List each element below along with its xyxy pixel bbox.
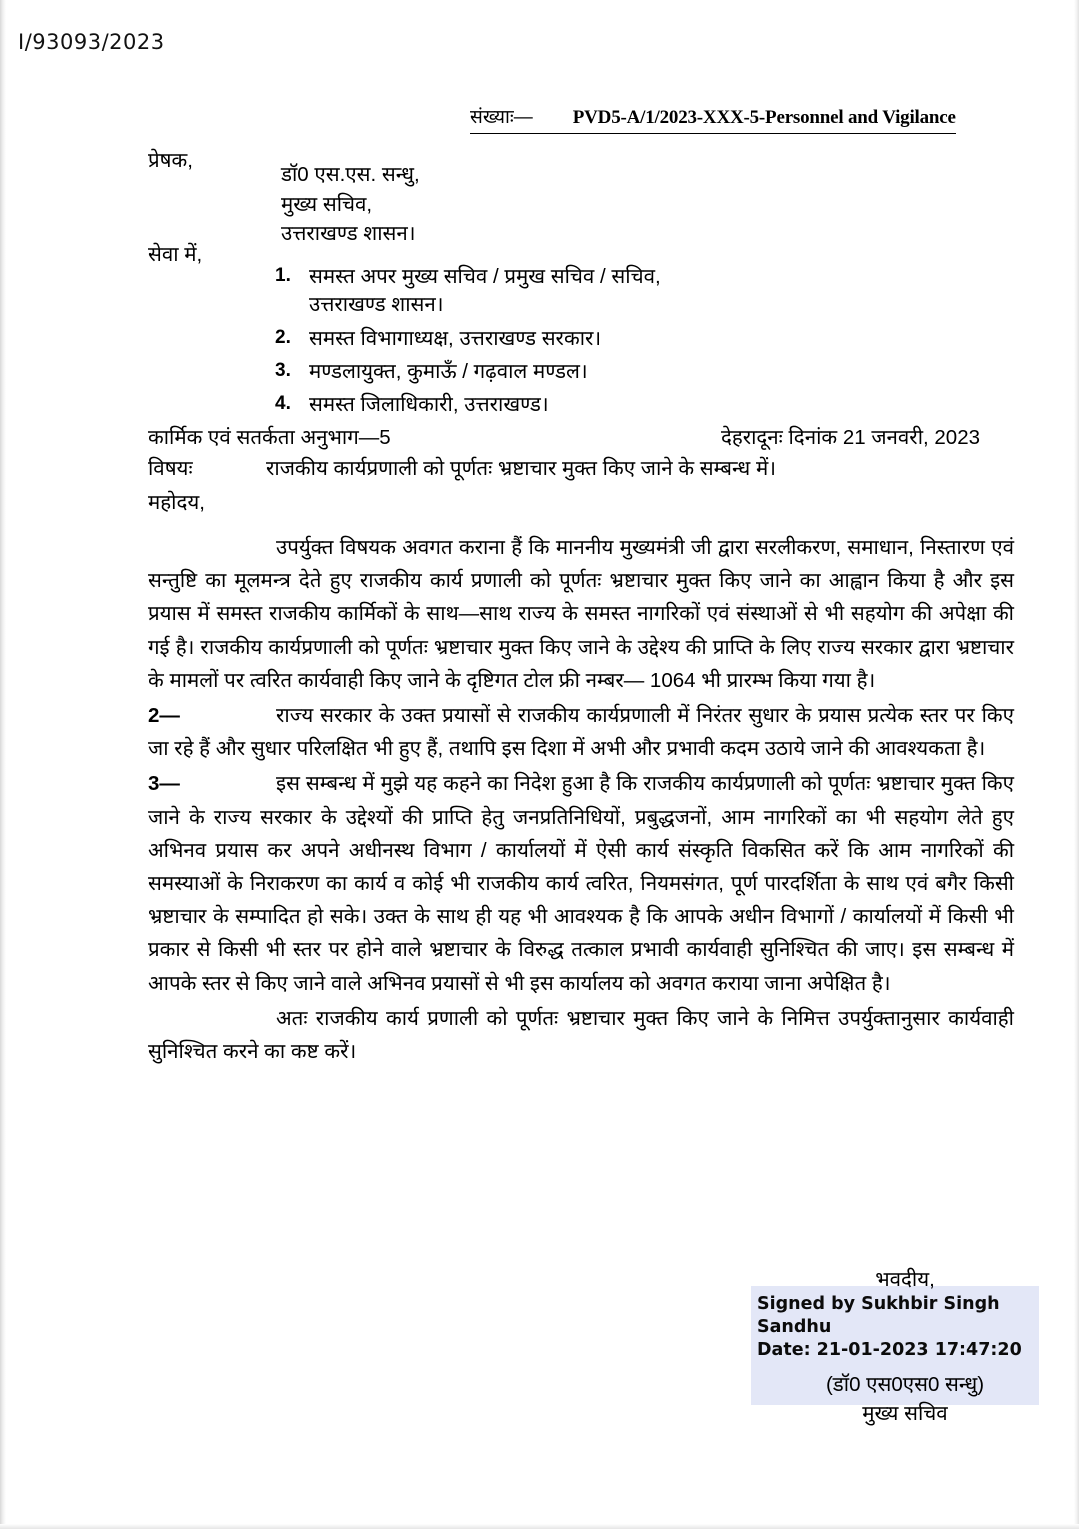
paragraph-1 [148,531,1014,697]
subject-label: विषयः [148,457,193,480]
paragraph-text: राज्य सरकार के उक्त प्रयासों से राजकीय कार्यप्रणाली में निरंतर सुधार के प्रयास प्रत्येक स्तर पर किए जा रहे हैं और सुधार परिलक्षित भी हुए हैं, तथापि इस दिशा में अभी और प्रभावी कदम उठाये जाने की आवश्यकता है। [148,704,1014,761]
scan-edge-right [1074,0,1079,1529]
paragraph-text: इस सम्बन्ध में मुझे यह कहने का निदेश हुआ है कि राजकीय कार्यप्रणाली को पूर्णतः भ्रष्टाचार मुक्त किए जाने के राज्य सरकार के उद्देश्यों की प्राप्ति हेतु जनप्रतिनिधियों, प्रबुद्धजनों, आम नागरिकों का भी सहयोग लेते हुए अभिनव प्रयास कर अपने अधीनस्थ विभाग / कार्यालयों में ऐसी कार्य संस्कृति विकसित करें कि आम नागरिकों की समस्याओं के निराकरण का कार्य व कोई भी राजकीय कार्य त्वरित, नियमसंगत, पूर्ण पारदर्शिता के साथ एवं बगैर किसी भ्रष्टाचार के सम्पादित हो सके। उक्त के साथ ही यह भी आवश्यक है कि आपके अधीन विभागों / कार्यालयों में किसी भी प्रकार से किसी भी स्तर पर होने वाले भ्रष्टाचार के विरुद्ध तत्काल प्रभावी कार्यवाही सुनिश्चित की जाए। इस सम्बन्ध में आपके स्तर से किए जाने वाले अभिनव प्रयासों से भी इस कार्यालय को अवगत कराया जाना अपेक्षित है। [148,772,1014,995]
valediction: भवदीय, [875,1268,935,1291]
list-item-number: 2. [275,326,291,348]
list-item-text: समस्त विभागाध्यक्ष, उत्तराखण्ड सरकार। [309,326,602,350]
list-item-text-line2: उत्तराखण्ड शासन। [309,293,444,317]
from-block [281,160,420,249]
signer-name: (डॉ0 एस0एस0 सन्धु) [825,1373,985,1397]
salutation: महोदय, [148,491,205,514]
reference-number-line [470,103,956,134]
letter-body [148,531,1014,1068]
to-label: सेवा में, [148,243,203,266]
subject-text: राजकीय कार्यप्रणाली को पूर्णतः भ्रष्टाचार मुक्त किए जाने के सम्बन्ध में। [266,457,777,480]
list-item [275,358,1035,386]
recipient-list [275,263,1035,424]
from-label: प्रेषक, [148,149,193,172]
list-item-number: 4. [275,393,291,415]
section-name: कार्मिक एवं सतर्कता अनुभाग—5 [148,426,391,449]
closing-block [760,1265,1050,1428]
list-item-text: समस्त अपर मुख्य सचिव / प्रमुख सचिव / सचिव, [309,265,661,288]
list-item [275,391,1035,419]
paragraph-marker: 2— [148,704,180,728]
paragraph-marker: 3— [148,772,180,796]
from-organisation: उत्तराखण्ड शासन। [281,222,416,246]
paragraph-2 [148,699,1014,765]
signature-line-2: Sandhu [757,1316,832,1337]
from-name: डॉ0 एस.एस. सन्धु, [281,163,420,186]
list-item-text: समस्त जिलाधिकारी, उत्तराखण्ड। [309,393,549,417]
list-item-number: 3. [275,359,291,381]
scan-edge-left [0,0,6,1529]
scan-edge-bottom [0,1524,1079,1529]
diary-number: I/93093/2023 [18,30,165,54]
list-item [275,263,1035,320]
signer-designation: मुख्य सचिव [862,1402,948,1426]
subject-row [148,453,1028,485]
paragraph-4 [148,1002,1014,1068]
paragraph-text: अतः राजकीय कार्य प्रणाली को पूर्णतः भ्रष्टाचार मुक्त किए जाने के निमित्त उपर्युक्तानुसार कार्यवाही सुनिश्चित करने का कष्ट करें। [148,1006,1014,1064]
signature-line-3: Date: 21-01-2023 17:47:20 [757,1339,1022,1360]
reference-value: PVD5-A/1/2023-XXX-5-Personnel and Vigilance [572,107,956,128]
list-item [275,325,1035,353]
paragraph-3 [148,767,1014,999]
section-date-row [148,422,980,454]
signature-line-1: Signed by Sukhbir Singh [757,1294,1000,1314]
reference-label: संख्याः— [470,107,533,128]
place-and-date: देहरादूनः दिनांक 21 जनवरी, 2023 [720,426,980,449]
from-designation: मुख्य सचिव, [281,192,373,216]
paragraph-text: उपर्युक्त विषयक अवगत कराना हैं कि माननीय मुख्यमंत्री जी द्वारा सरलीकरण, समाधान, निस्तारण एवं सन्तुष्टि का मूलमन्त्र देते हुए राजकीय कार्य प्रणाली को पूर्णतः भ्रष्टाचार मुक्त किए जाने का आह्वान किया है और इस प्रयास में समस्त राजकीय कार्मिकों के साथ—साथ राज्य के समस्त नागरिकों एवं संस्थाओं से भी सहयोग की अपेक्षा की गई है। राजकीय कार्यप्रणाली को पूर्णतः भ्रष्टाचार मुक्त किए जाने के उद्देश्य की प्राप्ति के लिए राज्य सरकार द्वारा भ्रष्टाचार के मामलों पर त्वरित कार्यवाही किए जाने के दृष्टिगत टोल फ्री नम्बर— 1064 भी प्रारम्भ किया गया है। [148,536,1014,692]
list-item-text: मण्डलायुक्त, कुमाऊँ / गढ़वाल मण्डल। [309,359,588,383]
list-item-number: 1. [275,265,291,286]
